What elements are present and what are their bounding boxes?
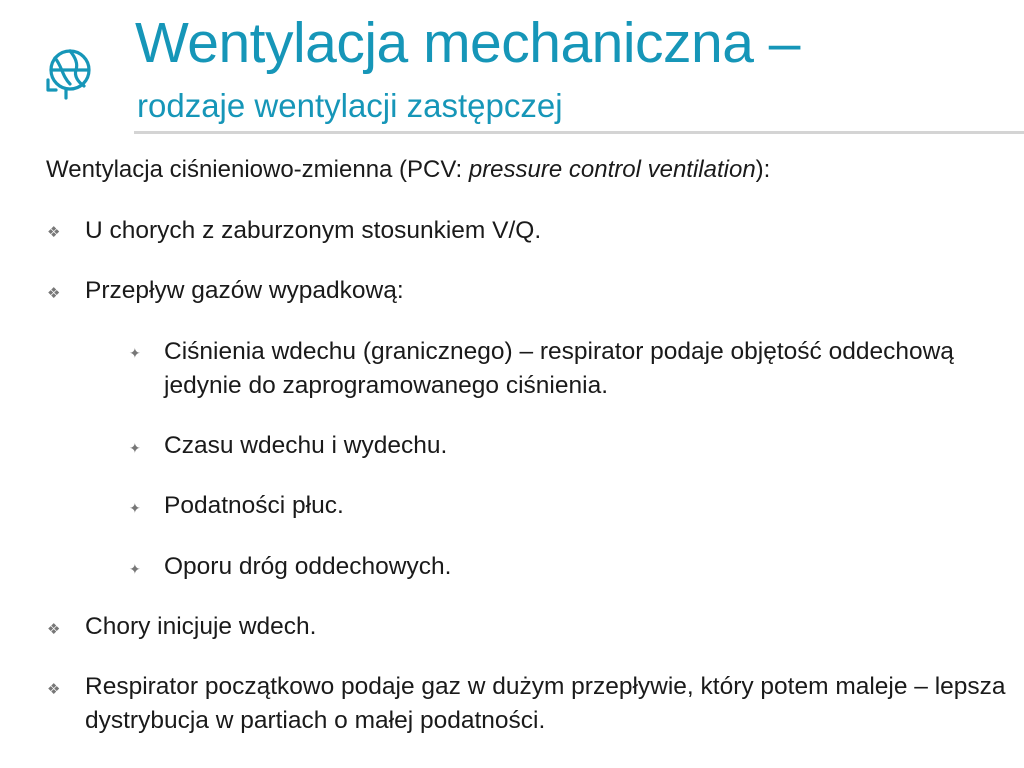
list-item: Chory inicjuje wdech. [85,613,317,640]
sub-list-item: Ciśnienia wdechu (granicznego) – respirator podaje objętość oddechową jedynie do zaprogramowanego ciśnienia. [164,338,954,399]
bullet-icon: ❖ [47,621,61,638]
sub-bullet-icon: ✦ [129,500,141,516]
section-heading [46,154,770,186]
list-item: U chorych z zaburzonym stosunkiem V/Q. [85,217,542,244]
sub-bullet-icon: ✦ [129,345,141,361]
bullet-icon: ❖ [47,681,61,698]
list-item: Przepływ gazów wypadkową: [85,277,404,304]
slide-title: Wentylacja mechaniczna – [135,11,800,75]
title-divider [134,131,1024,134]
bullet-icon: ❖ [47,285,61,302]
heading-bold: Wentylacja ciśnieniowo-zmienna [46,156,393,183]
list-item: Respirator początkowo podaje gaz w dużym przepływie, który potem maleje – lepsza dystrybucja w partiach o małej podatności. [85,673,1006,734]
sub-list-item: Podatności płuc. [164,492,344,519]
heading-italic: pressure control ventilation [468,156,756,183]
bullet-icon: ❖ [47,224,61,241]
heading-open: (PCV: [392,156,469,183]
sub-bullet-icon: ✦ [129,561,141,577]
slide-subtitle: rodzaje wentylacji zastępczej [137,87,563,124]
sub-bullet-icon: ✦ [129,440,141,456]
logo-icon [36,40,98,104]
sub-list-item: Czasu wdechu i wydechu. [164,432,448,459]
heading-close: ): [755,156,771,183]
sub-list-item: Oporu dróg oddechowych. [164,553,452,580]
